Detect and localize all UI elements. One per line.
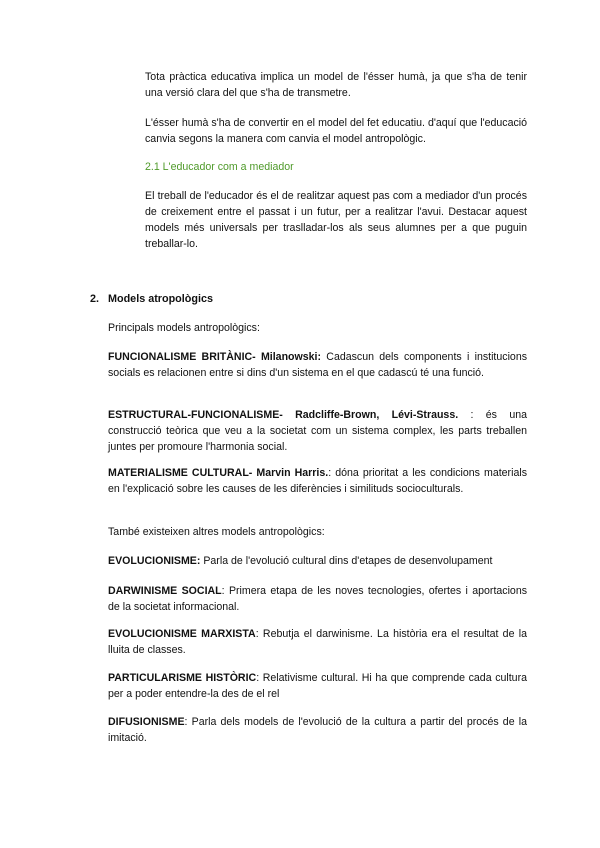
model-description: : Parla dels models de l'evolució de la cultura a partir del procés de la imitació. xyxy=(108,716,527,744)
model-paragraph xyxy=(108,465,527,497)
model-description: : Relativisme cultural. Hi ha que comprende cada cultura per a poder entendre-la des de el rel xyxy=(108,672,527,700)
model-paragraph xyxy=(108,626,527,658)
subsection-heading: 2.1 L'educador com a mediador xyxy=(145,161,294,173)
model-term: FUNCIONALISME BRITÀNIC- Milanowski: xyxy=(108,351,322,363)
intro-paragraph-1: Tota pràctica educativa implica un model de l'ésser humà, ja que s'ha de tenir una versió clara del que s'ha de transmetre. xyxy=(145,71,527,99)
model-description: : és una construcció teòrica que veu a la societat com un sistema complex, les parts treballen juntes per promoure l'harmonia social. xyxy=(108,409,527,453)
model-paragraph xyxy=(108,583,527,615)
section-heading xyxy=(90,291,213,307)
model-description: : dóna prioritat a les condicions materials en l'explicació sobre les causes de les diferències i similituds socioculturals. xyxy=(108,467,527,495)
section-number: 2. xyxy=(90,293,100,305)
model-paragraph xyxy=(108,670,527,702)
intro-paragraph-3: El treball de l'educador és el de realitzar aquest pas com a mediador d'un procés de creixement entre el passat i un futur, per a realitzar l'avui. Destacar aquest models més universals per traslladar-los als seus alumnes per a que puguin treballar-lo. xyxy=(145,190,527,250)
model-term: PARTICULARISME HISTÒRIC xyxy=(108,672,257,684)
model-paragraph xyxy=(108,714,527,746)
model-term: DIFUSIONISME xyxy=(108,716,185,728)
model-term: DARWINISME SOCIAL xyxy=(108,585,222,597)
intro-paragraph-2: L'ésser humà s'ha de convertir en el model del fet educatiu. d'aquí que l'educació canvia segons la manera com canvia el model antropològic. xyxy=(145,117,527,145)
section-title: Models atropològics xyxy=(108,293,213,305)
model-description: Cadascun dels components i institucions socials es relacionen entre si dins d'un sistema en el que cadascú té una funció. xyxy=(108,351,528,379)
model-paragraph xyxy=(108,553,527,569)
model-term: EVOLUCIONISME MARXISTA xyxy=(108,628,256,640)
other-models-lead: També existeixen altres models antropològics: xyxy=(108,526,325,538)
model-description: : Primera etapa de les noves tecnologies, ofertes i aportacions de la societat informacional. xyxy=(108,585,528,613)
model-paragraph xyxy=(108,407,527,455)
model-term: MATERIALISME CULTURAL- Marvin Harris. xyxy=(108,467,329,479)
model-description: : Rebutja el darwinisme. La història era el resultat de la lluita de classes. xyxy=(108,628,527,656)
principal-models-lead: Principals models antropològics: xyxy=(108,322,260,334)
model-term: ESTRUCTURAL-FUNCIONALISME- Radcliffe-Brown, Lévi-Strauss. xyxy=(108,409,459,421)
model-description: Parla de l'evolució cultural dins d'etapes de desenvolupament xyxy=(200,555,493,567)
model-paragraph xyxy=(108,349,527,381)
model-term: EVOLUCIONISME: xyxy=(108,555,201,567)
